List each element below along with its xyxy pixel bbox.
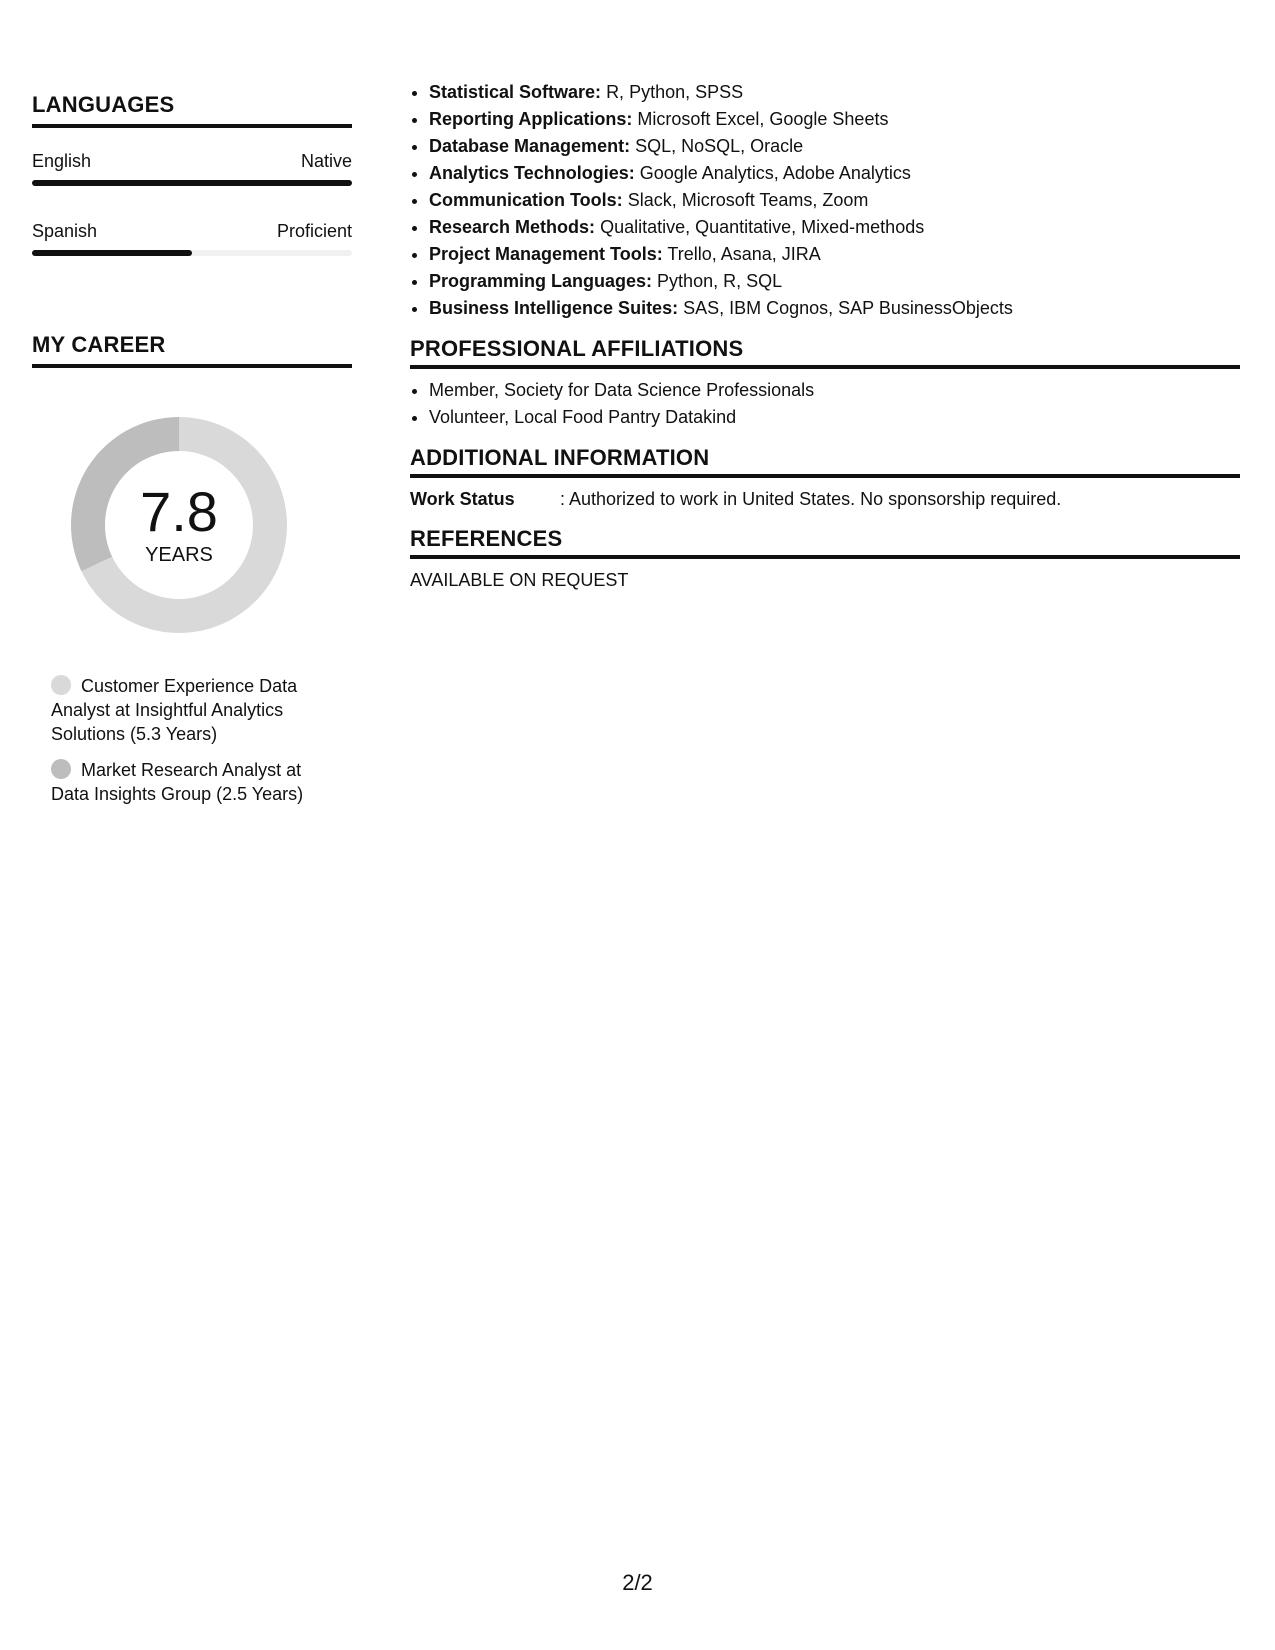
skill-value: Google Analytics, Adobe Analytics: [639, 163, 911, 183]
affiliation-item: • Volunteer, Local Food Pantry Datakind: [429, 404, 1240, 431]
references-heading: REFERENCES: [410, 526, 1240, 559]
skill-label: Business Intelligence Suites:: [429, 298, 679, 318]
career-legend: [51, 674, 341, 806]
skill-item: [429, 79, 1240, 106]
legend-label: Customer Experience Data Analyst at Insightful Analytics Solutions (5.3 Years): [51, 676, 298, 744]
language-proficiency-bar: [32, 180, 352, 186]
skill-label: Statistical Software:: [429, 82, 602, 102]
legend-dot-icon: [51, 675, 71, 695]
languages-list: [32, 150, 352, 256]
work-status-row: [410, 486, 1240, 512]
skill-item: [429, 268, 1240, 295]
language-item-english: [32, 150, 352, 186]
skill-label: Research Methods:: [429, 217, 596, 237]
skills-list: [410, 79, 1240, 322]
additional-info-heading: ADDITIONAL INFORMATION: [410, 445, 1240, 478]
language-level: Proficient: [276, 221, 352, 241]
career-legend-item: [51, 674, 341, 746]
skill-value: Trello, Asana, JIRA: [667, 244, 821, 264]
skill-value: SAS, IBM Cognos, SAP BusinessObjects: [683, 298, 1013, 318]
skill-item: [429, 133, 1240, 160]
skill-value: Slack, Microsoft Teams, Zoom: [627, 190, 869, 210]
skill-label: Analytics Technologies:: [429, 163, 635, 183]
career-legend-item: [51, 758, 341, 806]
skill-item: [429, 214, 1240, 241]
skill-value: Qualitative, Quantitative, Mixed-methods: [600, 217, 925, 237]
skill-item: [429, 241, 1240, 268]
skill-value: Microsoft Excel, Google Sheets: [637, 109, 889, 129]
page-number: 2/2: [622, 1570, 653, 1595]
right-column: [410, 79, 1240, 593]
skill-value: R, Python, SPSS: [606, 82, 744, 102]
skill-value: Python, R, SQL: [657, 271, 783, 291]
language-item-spanish: [32, 220, 352, 256]
skill-label: Project Management Tools:: [429, 244, 663, 264]
references-section: [410, 526, 1240, 593]
skill-label: Programming Languages:: [429, 271, 653, 291]
language-level: Native: [300, 151, 352, 171]
skill-item: [429, 295, 1240, 322]
affiliations-section: [410, 336, 1240, 431]
affiliation-item: • Member, Society for Data Science Professionals: [429, 377, 1240, 404]
skill-item: [429, 106, 1240, 133]
legend-label: Market Research Analyst at Data Insights Group (2.5 Years): [51, 760, 304, 804]
skill-item: [429, 187, 1240, 214]
career-heading: MY CAREER: [32, 332, 352, 368]
references-text: AVAILABLE ON REQUEST: [410, 570, 629, 590]
language-name: Spanish: [32, 221, 98, 241]
languages-heading: LANGUAGES: [32, 92, 352, 128]
language-name: English: [32, 151, 92, 171]
skill-value: SQL, NoSQL, Oracle: [635, 136, 804, 156]
affiliations-list: [410, 377, 1240, 431]
legend-dot-icon: [51, 759, 71, 779]
language-proficiency-fill: [32, 180, 352, 186]
skill-label: Communication Tools:: [429, 190, 623, 210]
donut-center: [66, 412, 292, 638]
skill-label: Database Management:: [429, 136, 631, 156]
career-total-years: 7.8: [140, 480, 218, 543]
career-total-unit: YEARS: [145, 544, 213, 566]
affiliations-heading: PROFESSIONAL AFFILIATIONS: [410, 336, 1240, 369]
language-proficiency-fill: [32, 250, 192, 256]
language-proficiency-bar: [32, 250, 352, 256]
additional-info-section: [410, 445, 1240, 512]
career-donut-chart: [66, 412, 292, 638]
skill-label: Reporting Applications:: [429, 109, 633, 129]
left-column: [32, 92, 352, 806]
skill-item: [429, 160, 1240, 187]
work-status-value: : Authorized to work in United States. No sponsorship required.: [560, 489, 1062, 509]
work-status-label: Work Status: [410, 489, 515, 509]
